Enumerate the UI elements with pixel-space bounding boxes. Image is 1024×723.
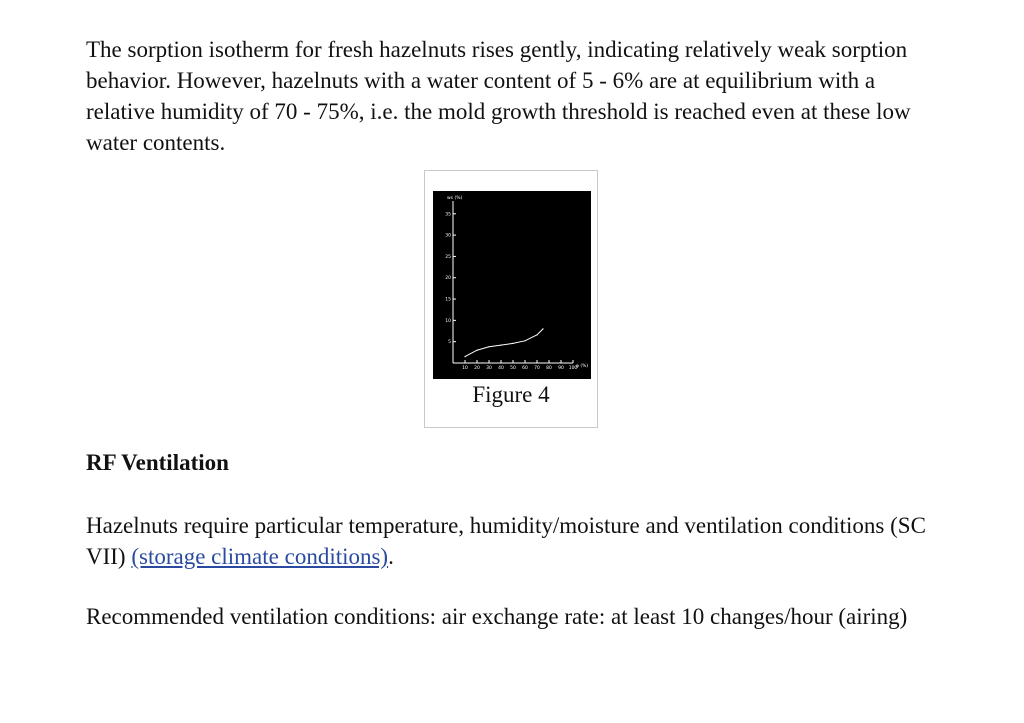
x-tick-label: 50 bbox=[510, 366, 516, 371]
data-point bbox=[524, 340, 525, 341]
y-axis-label: ws (%) bbox=[447, 196, 463, 201]
storage-climate-conditions-link[interactable]: (storage climate conditions) bbox=[131, 544, 389, 569]
data-point bbox=[464, 356, 465, 357]
paragraph-text: Hazelnuts require particular temperature, humidity/moisture and ventilation conditions (SC VII) bbox=[86, 513, 926, 569]
y-tick-label: 25 bbox=[445, 254, 451, 260]
x-tick-label: 60 bbox=[522, 366, 528, 371]
data-point bbox=[476, 350, 477, 351]
isotherm-line bbox=[465, 329, 543, 357]
document-body bbox=[86, 34, 946, 158]
y-ticks bbox=[445, 211, 456, 345]
x-tick-label: 70 bbox=[534, 366, 540, 371]
x-tick-label: 20 bbox=[474, 366, 480, 371]
x-tick-label: 40 bbox=[498, 366, 504, 371]
figure-4 bbox=[424, 170, 598, 428]
x-tick-label: 10 bbox=[462, 366, 468, 371]
isotherm-points bbox=[464, 328, 543, 357]
data-point bbox=[488, 346, 489, 347]
ventilation-requirements-paragraph bbox=[86, 510, 946, 572]
paragraph-period: . bbox=[388, 544, 394, 569]
y-tick-label: 10 bbox=[445, 318, 451, 324]
x-axis-label: φ (%) bbox=[576, 364, 589, 369]
recommended-ventilation-paragraph: Recommended ventilation conditions: air exchange rate: at least 10 changes/hour (airing) bbox=[86, 604, 908, 629]
data-point bbox=[512, 343, 513, 344]
data-point bbox=[542, 328, 543, 329]
x-tick-label: 90 bbox=[558, 366, 564, 371]
intro-paragraph: The sorption isotherm for fresh hazelnuts rises gently, indicating relatively weak sorption behavior. However, hazelnuts with a water content of 5 - 6% are at equilibrium with a relative humidity of 70 - 75%, i.e. the mold growth threshold is reached even at these low water contents. bbox=[86, 37, 911, 155]
y-tick-label: 5 bbox=[448, 340, 451, 346]
x-ticks bbox=[462, 360, 577, 371]
y-tick-label: 35 bbox=[445, 212, 451, 218]
section-heading: RF Ventilation bbox=[86, 450, 229, 475]
chart-svg bbox=[433, 191, 591, 379]
y-tick-label: 20 bbox=[445, 276, 451, 282]
x-tick-label: 30 bbox=[486, 366, 492, 371]
figure-caption: Figure 4 bbox=[472, 382, 550, 407]
data-point bbox=[536, 334, 537, 335]
x-tick-label: 100 bbox=[568, 366, 578, 371]
y-tick-label: 30 bbox=[445, 233, 451, 239]
data-point bbox=[500, 344, 501, 345]
sorption-isotherm-chart bbox=[433, 191, 591, 379]
x-tick-label: 80 bbox=[546, 366, 552, 371]
y-tick-label: 15 bbox=[445, 297, 451, 303]
